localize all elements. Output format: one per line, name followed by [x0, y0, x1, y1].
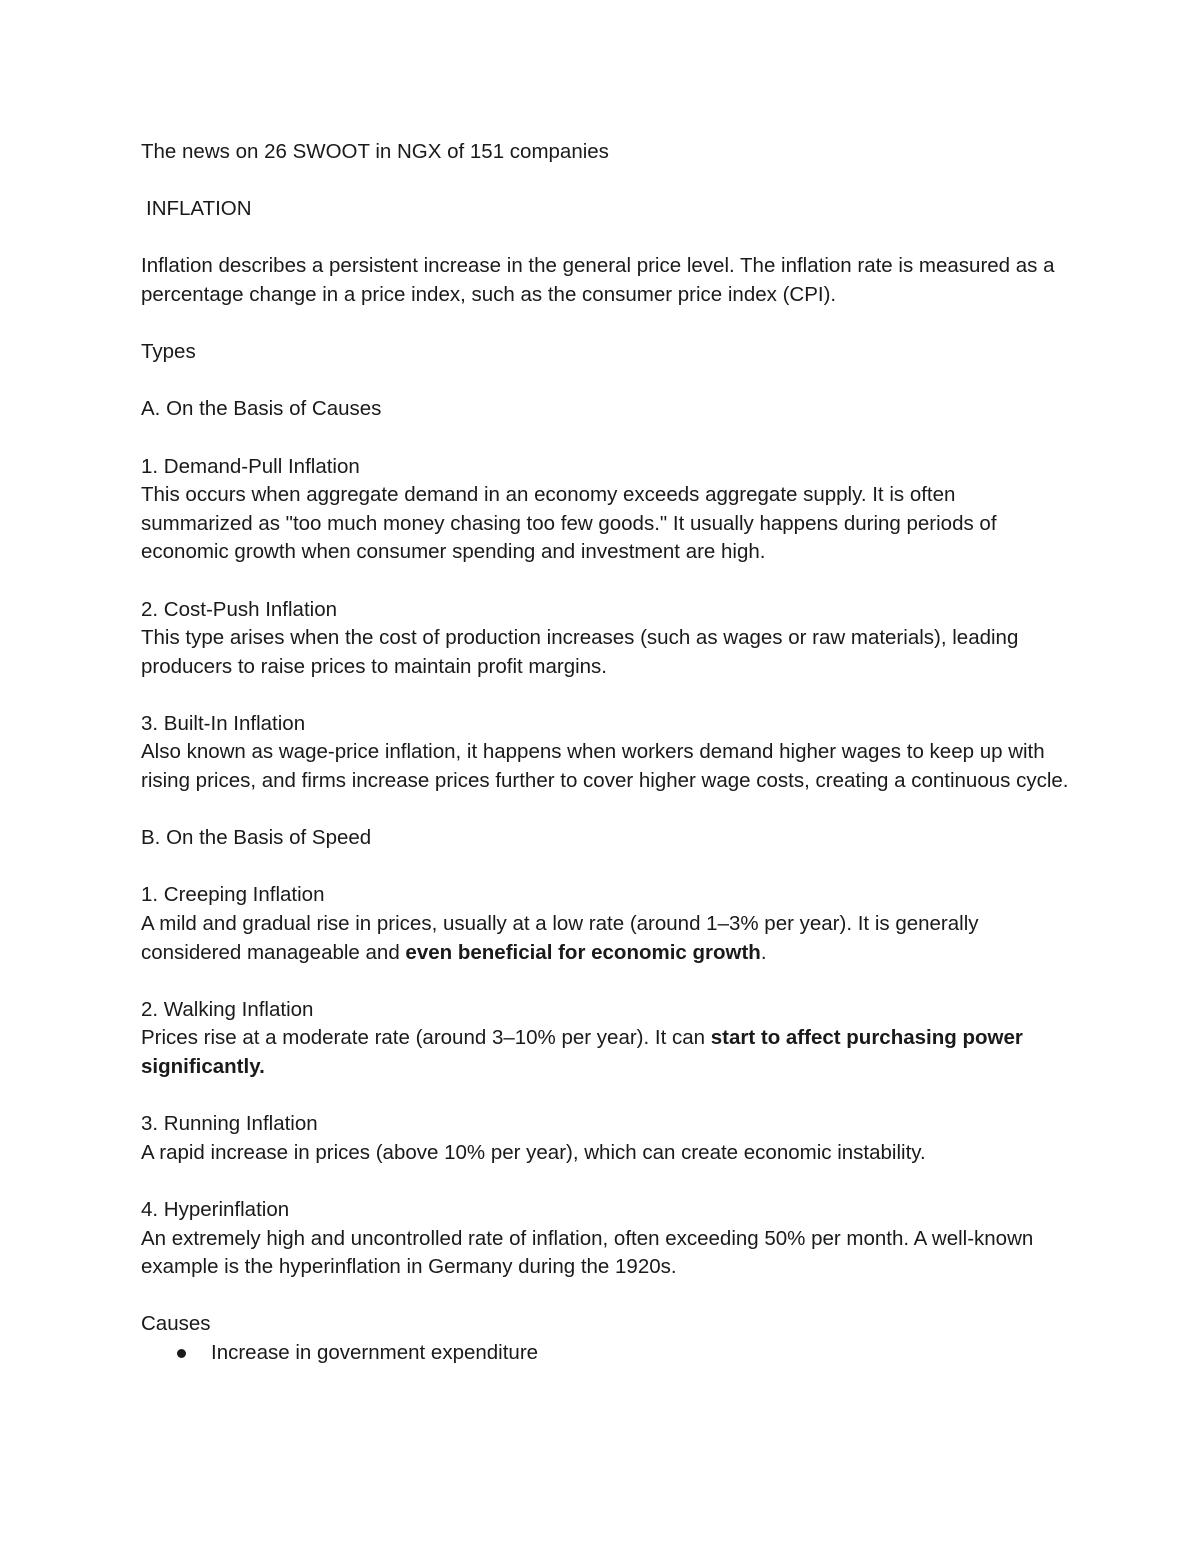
- section-a-heading: A. On the Basis of Causes: [141, 397, 382, 421]
- causes-list: [141, 1339, 1071, 1368]
- types-heading: Types: [141, 340, 196, 364]
- built-in-body: Also known as wage-price inflation, it happens when workers demand higher wages to keep up with rising prices, and firms increase prices further to cover higher wage costs, creating a continuous cycle.: [141, 740, 1069, 793]
- causes-heading: Causes: [141, 1312, 211, 1336]
- creeping-title: 1. Creeping Inflation: [141, 883, 325, 907]
- running-title: 3. Running Inflation: [141, 1112, 318, 1136]
- document-title: The news on 26 SWOOT in NGX of 151 companies: [141, 140, 609, 163]
- intro-paragraph: Inflation describes a persistent increase in the general price level. The inflation rate is measured as a percentage change in a price index, such as the consumer price index (CPI).: [141, 254, 1055, 306]
- creeping-body: [141, 910, 1071, 967]
- walking-title: 2. Walking Inflation: [141, 997, 314, 1021]
- creeping-body-bold: even beneficial for economic growth: [405, 940, 761, 964]
- demand-pull-title: 1. Demand-Pull Inflation: [141, 454, 360, 478]
- list-item: [141, 1339, 1071, 1368]
- walking-body-bold: start to affect purchasing power significantly.: [141, 1026, 1023, 1078]
- creeping-body-start: A mild and gradual rise in prices, usually at a low rate (around 1–3% per year). It is generally considered manageable and: [141, 912, 979, 964]
- hyper-body: An extremely high and uncontrolled rate of inflation, often exceeding 50% per month. A well-known example is the hyperinflation in Germany during the 1920s.: [141, 1226, 1034, 1279]
- cause-text: Increase in government expenditure: [211, 1340, 539, 1364]
- hyper-title: 4. Hyperinflation: [141, 1197, 290, 1221]
- running-body: A rapid increase in prices (above 10% per year), which can create economic instability.: [141, 1140, 926, 1164]
- creeping-body-end: .: [760, 940, 767, 964]
- demand-pull-body: This occurs when aggregate demand in an economy exceeds aggregate supply. It is often summarized as "too much money chasing too few goods." It usually happens during periods of economic growth when consumer spending and investment are high.: [141, 483, 997, 564]
- walking-body-start: Prices rise at a moderate rate (around 3–10% per year). It can: [141, 1026, 711, 1050]
- cost-push-body: This type arises when the cost of production increases (such as wages or raw materials), leading producers to raise prices to maintain profit margins.: [141, 626, 1019, 678]
- walking-body: [141, 1024, 1071, 1081]
- document-page: [141, 138, 1071, 1368]
- section-heading-inflation: INFLATION: [146, 197, 252, 221]
- section-b-heading: B. On the Basis of Speed: [141, 826, 372, 850]
- built-in-title: 3. Built-In Inflation: [141, 711, 306, 735]
- bullet-icon: [177, 1349, 186, 1358]
- cost-push-title: 2. Cost-Push Inflation: [141, 597, 337, 621]
